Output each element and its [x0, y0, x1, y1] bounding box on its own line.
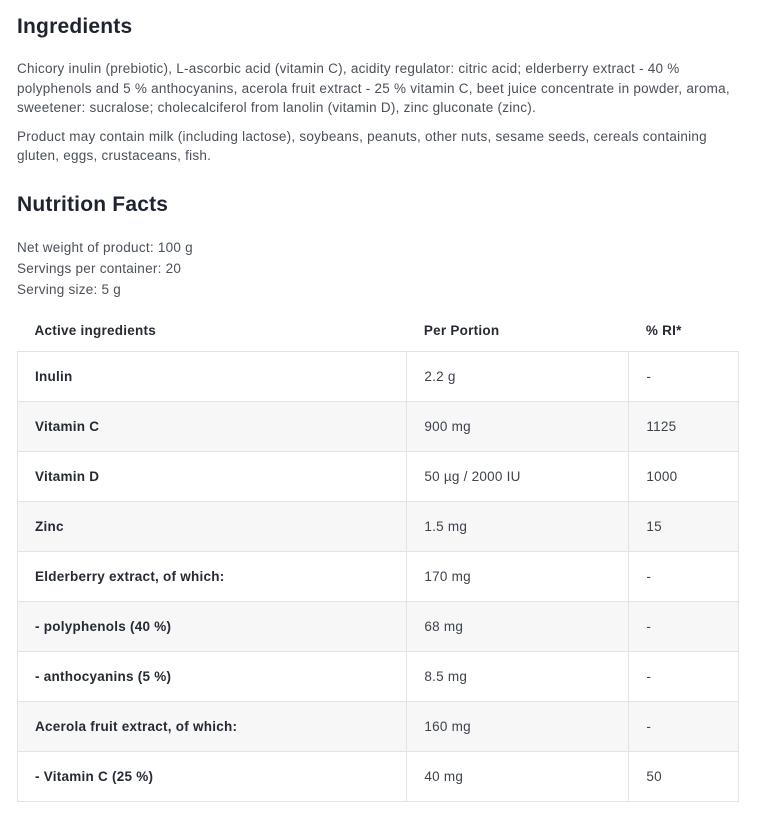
table-row [18, 752, 739, 802]
cell-portion: 40 mg [407, 752, 629, 802]
table-row [18, 452, 739, 502]
table-row [18, 502, 739, 552]
table-row [18, 652, 739, 702]
cell-ri: 1125 [629, 402, 739, 452]
cell-name: - Vitamin C (25 %) [18, 752, 407, 802]
serving-size-line: Serving size: 5 g [17, 281, 122, 297]
cell-name: Acerola fruit extract, of which: [18, 702, 407, 752]
nutrition-table-body [18, 352, 739, 802]
cell-name: Elderberry extract, of which: [18, 552, 407, 602]
cell-name: - polyphenols (40 %) [18, 602, 407, 652]
header-row [18, 313, 739, 352]
column-header-percent-ri: % RI* [629, 313, 739, 352]
net-weight-line: Net weight of product: 100 g [17, 239, 193, 255]
table-row [18, 402, 739, 452]
cell-name: Zinc [18, 502, 407, 552]
table-row [18, 602, 739, 652]
table-row [18, 702, 739, 752]
cell-portion: 2.2 g [407, 352, 629, 402]
ingredients-title: Ingredients [17, 15, 133, 38]
cell-ri: 50 [629, 752, 739, 802]
cell-ri: - [629, 702, 739, 752]
ingredients-composition-text: Chicory inulin (prebiotic), L-ascorbic acid (vitamin C), acidity regulator: citric acid; elderberry extract - 40 % polyphenols and 5 % anthocyanins, acerola fruit extract - 25 % vitamin C, beet juice concentrate in powder, aroma, sweetener: sucralose; cholecalciferol from lanolin (vitamin D), zinc gluconate (zinc). [17, 61, 730, 115]
cell-ri: 15 [629, 502, 739, 552]
cell-portion: 68 mg [407, 602, 629, 652]
cell-ri: - [629, 602, 739, 652]
nutrition-facts-title: Nutrition Facts [17, 192, 169, 216]
cell-name: Vitamin C [18, 402, 407, 452]
nutrition-table [17, 313, 739, 803]
cell-ri: 1000 [629, 452, 739, 502]
column-header-active-ingredients: Active ingredients [18, 313, 407, 352]
cell-portion: 900 mg [407, 402, 629, 452]
cell-portion: 160 mg [407, 702, 629, 752]
cell-name: Vitamin D [18, 452, 407, 502]
ingredients-allergen-text: Product may contain milk (including lactose), soybeans, peanuts, other nuts, sesame seeds, cereals containing gluten, eggs, crustaceans, fish. [17, 128, 707, 163]
cell-name: Inulin [18, 352, 407, 402]
cell-portion: 50 µg / 2000 IU [407, 452, 629, 502]
servings-per-container-line: Servings per container: 20 [17, 260, 182, 276]
cell-portion: 1.5 mg [407, 502, 629, 552]
cell-ri: - [629, 652, 739, 702]
cell-ri: - [629, 352, 739, 402]
cell-ri: - [629, 552, 739, 602]
nutrition-table-header [18, 313, 739, 352]
table-row [18, 552, 739, 602]
cell-portion: 8.5 mg [407, 652, 629, 702]
cell-name: - anthocyanins (5 %) [18, 652, 407, 702]
table-row [18, 352, 739, 402]
column-header-per-portion: Per Portion [407, 313, 629, 352]
cell-portion: 170 mg [407, 552, 629, 602]
